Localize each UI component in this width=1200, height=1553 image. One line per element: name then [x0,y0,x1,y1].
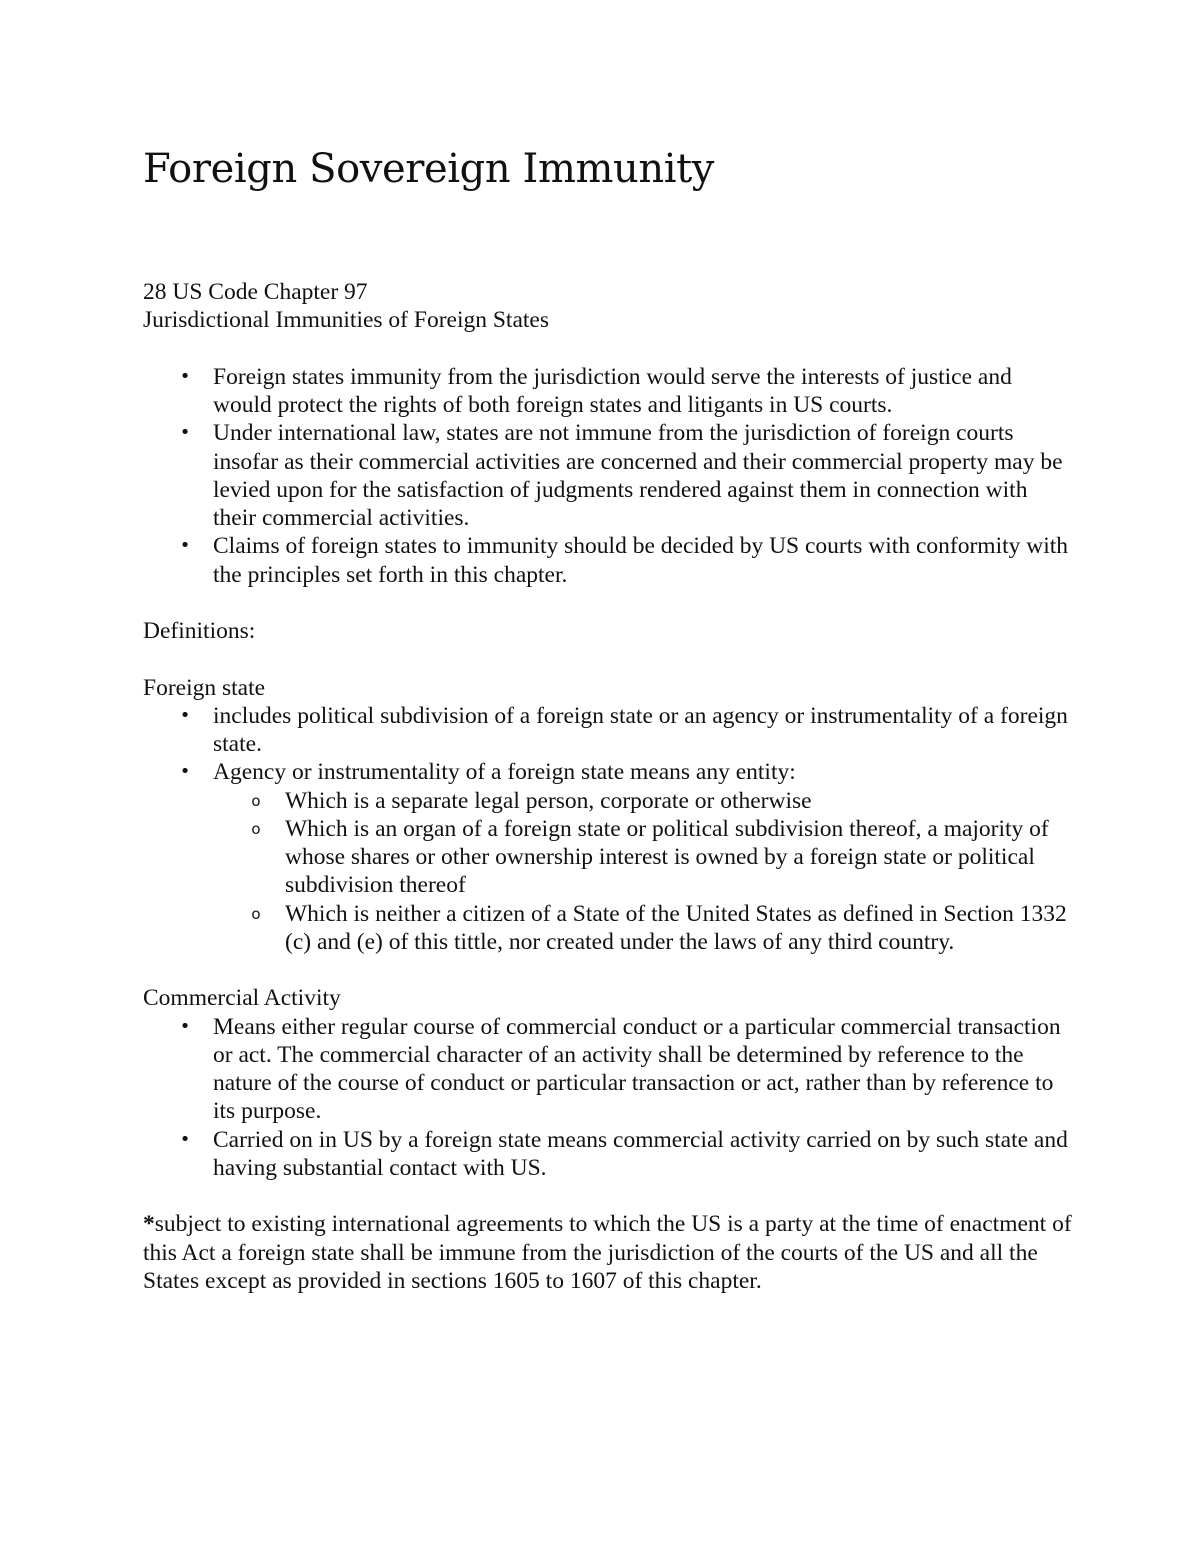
bullet-icon: • [179,535,191,557]
list-item-text: Under international law, states are not immune from the jurisdiction of foreign courts insofar as their commercial activities are concerned and their commercial property may be levied upon for the satisfaction of judgments rendered against them in connection with their commercial activities. [213,420,1063,531]
foreign-state-list [143,702,1073,787]
list-item [143,419,1073,532]
commercial-activity-heading: Commercial Activity [143,985,341,1012]
list-item-text: Claims of foreign states to immunity should be decided by US courts with conformity with the principles set forth in this chapter. [213,533,1069,588]
list-item-text: Means either regular course of commercial conduct or a particular commercial transaction or act. The commercial character of an activity shall be determined by reference to the nature of the course of conduct or particular transaction or act, rather than by reference to its purpose. [213,1013,1061,1125]
bullet-icon: • [179,1128,191,1150]
list-item [143,532,1073,589]
foreign-state-heading: Foreign state [143,674,266,701]
list-item-text: Foreign states immunity from the jurisdiction would serve the interests of justice and would protect the rights of both foreign states and litigants in US courts. [213,363,1012,418]
sub-list-item [143,815,1073,900]
code-reference: 28 US Code Chapter 97 [143,279,368,305]
spacer [143,956,1073,984]
page-title: Foreign Sovereign Immunity [143,146,714,192]
list-item [143,1013,1073,1126]
list-item [143,363,1073,420]
sub-list-item-text: Which is neither a citizen of a State of the United States as defined in Section 1332 (c) and (e) of this tittle, nor created under the laws of any third country. [285,900,1067,955]
circle-bullet-icon: o [251,819,261,838]
sub-list-item [143,900,1073,957]
bullet-icon: • [179,761,191,783]
list-item-text: Agency or instrumentality of a foreign state means any entity: [213,759,796,786]
spacer [143,645,1073,673]
circle-bullet-icon: o [251,791,261,810]
immunity-note-text: subject to existing international agreements to which the US is a party at the time of enactment of this Act a foreign state shall be immune from the jurisdiction of the courts of the US and all the States except as provided in sections 1605 to 1607 of this chapter. [143,1211,1072,1294]
circle-bullet-icon: o [251,904,261,923]
list-item [143,758,1073,786]
immunity-note [143,1210,1073,1295]
spacer [143,1182,1073,1210]
spacer [143,589,1073,617]
bullet-icon: • [179,704,191,726]
sub-list-item-text: Which is a separate legal person, corporate or otherwise [285,787,812,814]
list-item [143,1126,1073,1183]
bullet-icon: • [179,365,191,387]
findings-list [143,363,1073,589]
agency-criteria-list [143,787,1073,957]
sub-list-item [143,787,1073,815]
list-item-text: Carried on in US by a foreign state means commercial activity carried on by such state and having substantial contact with US. [213,1126,1068,1181]
document-body [143,278,1073,1295]
chapter-title: Jurisdictional Immunities of Foreign States [143,307,549,334]
commercial-activity-list [143,1013,1073,1183]
asterisk-icon: * [143,1211,155,1238]
bullet-icon: • [179,1015,191,1037]
definitions-heading: Definitions: [143,618,256,644]
bullet-icon: • [179,422,191,444]
spacer [143,335,1073,363]
sub-list-item-text: Which is an organ of a foreign state or political subdivision thereof, a majority of whose shares or other ownership interest is owned by a foreign state or political subdivision thereof [285,815,1049,899]
list-item-text: includes political subdivision of a foreign state or an agency or instrumentality of a foreign state. [213,702,1068,757]
list-item [143,702,1073,759]
